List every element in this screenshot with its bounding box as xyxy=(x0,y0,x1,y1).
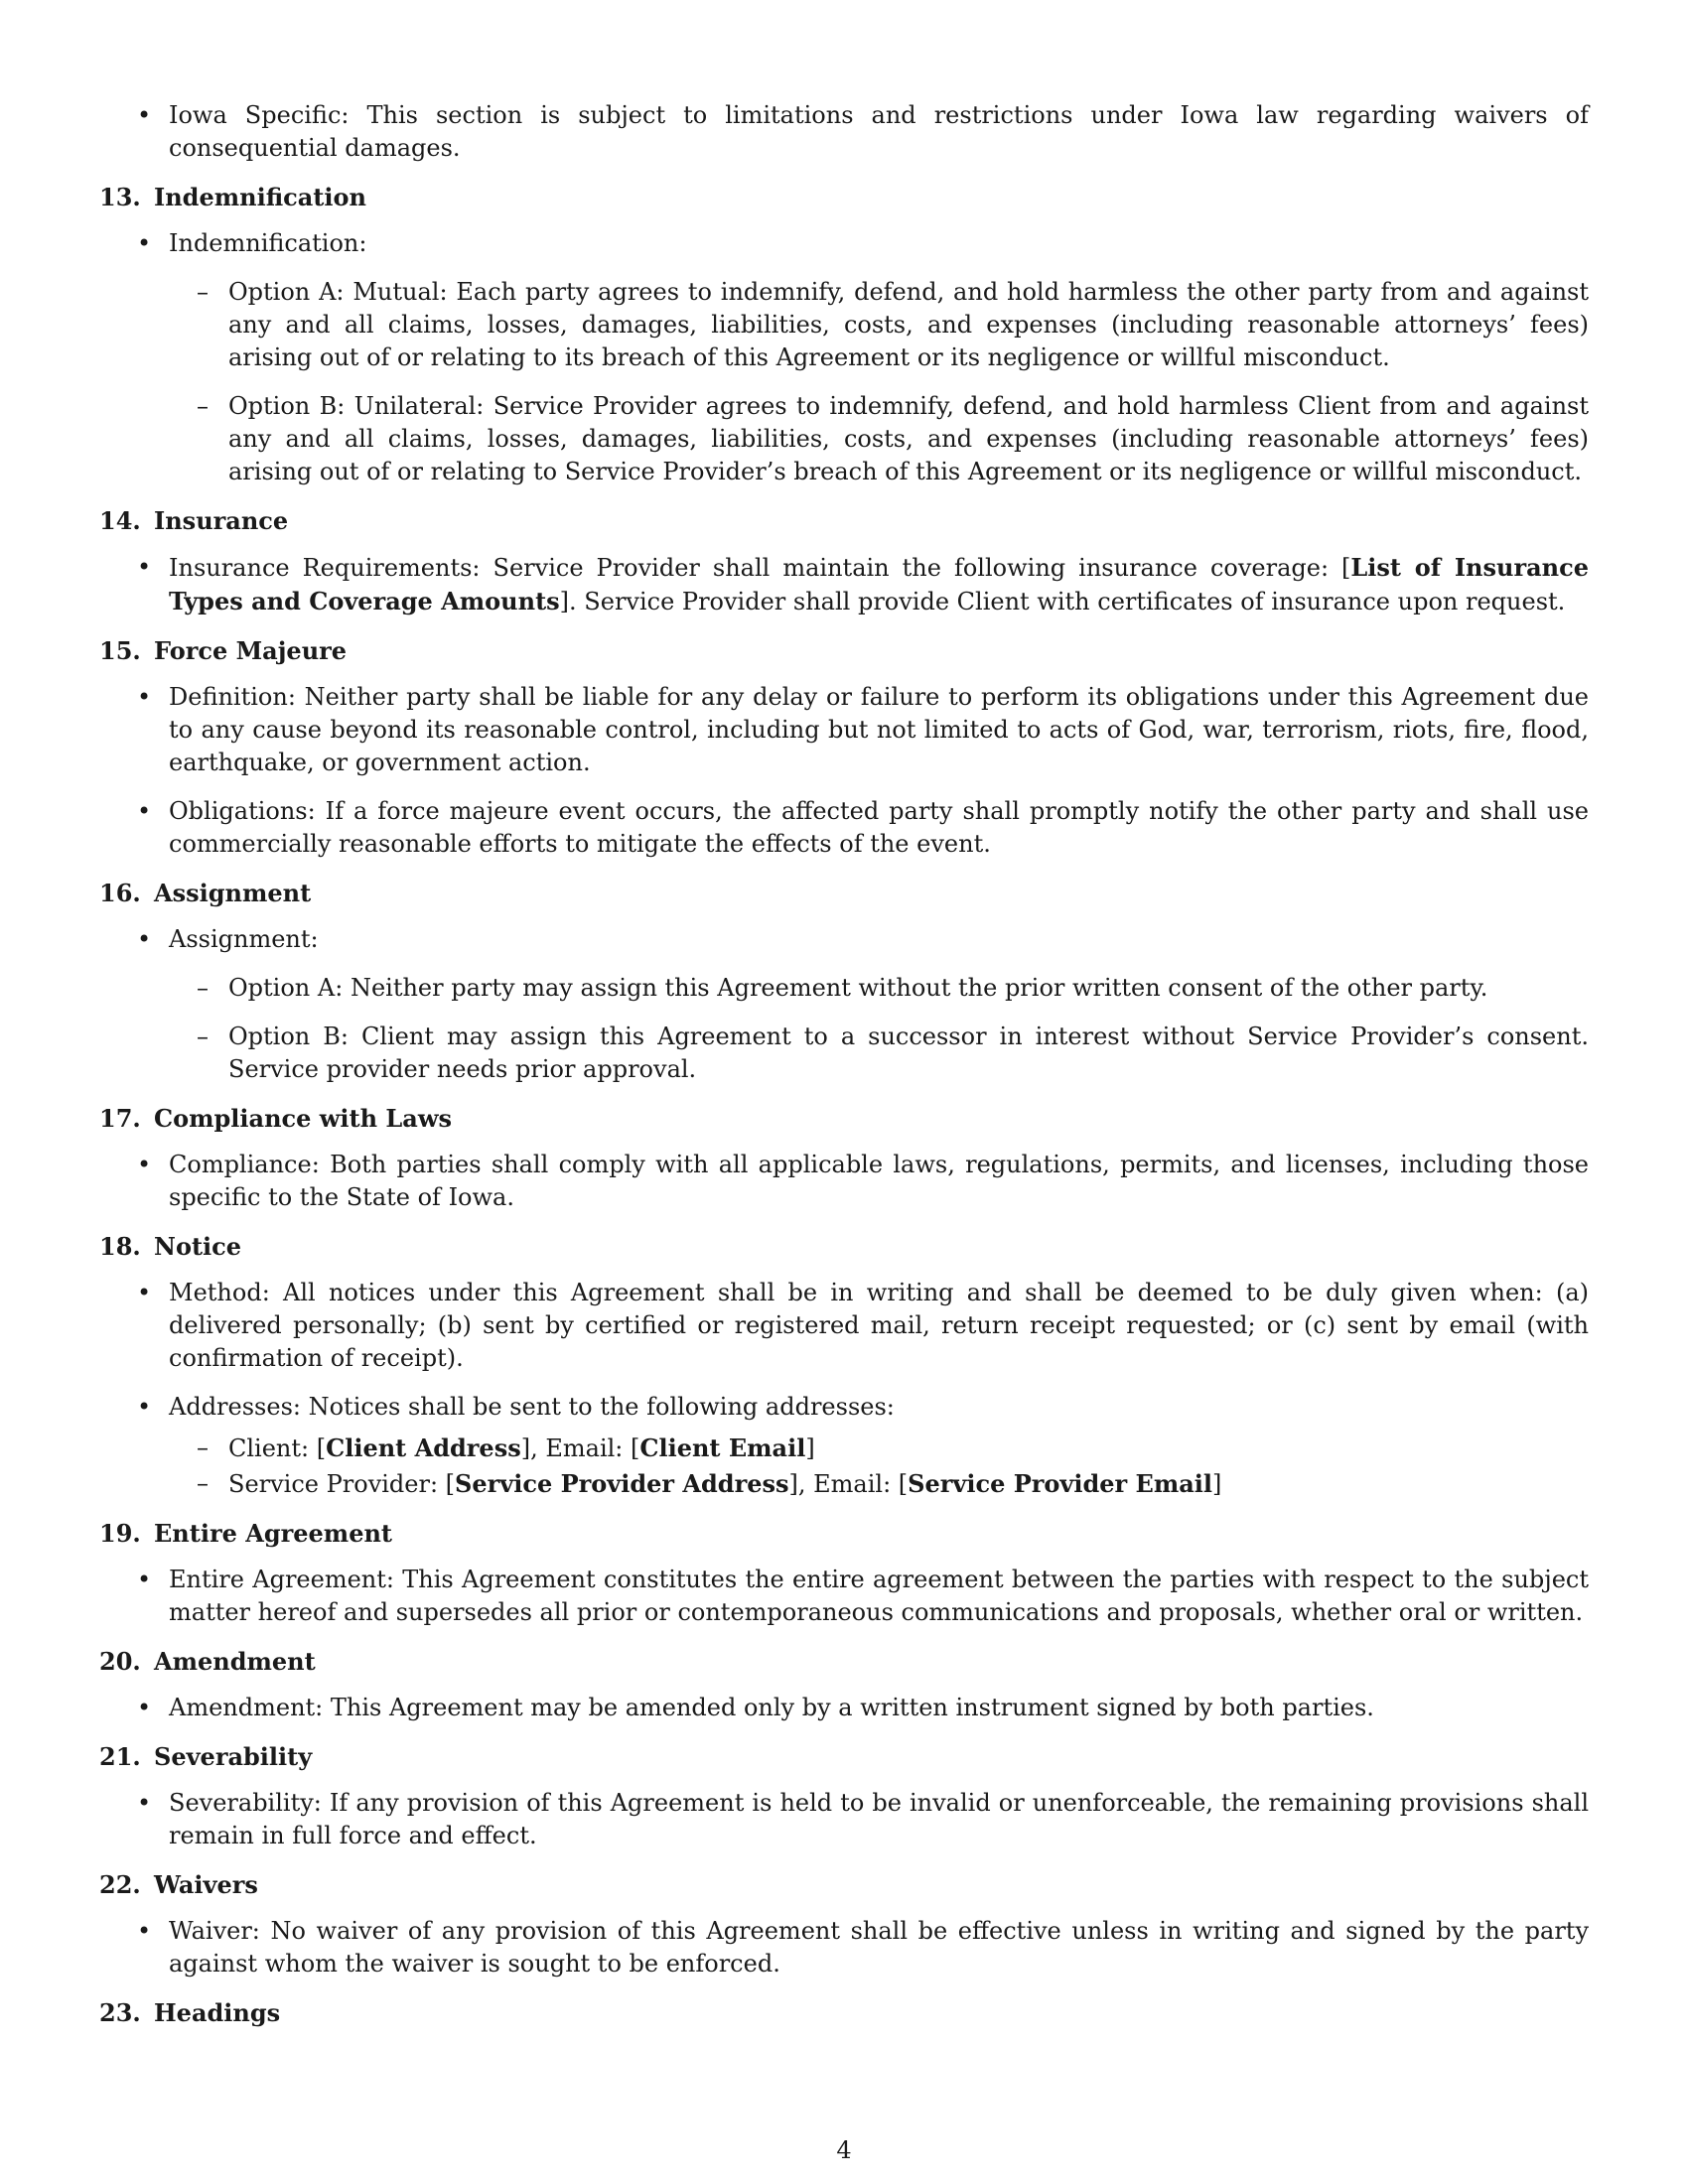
section-title: Waivers xyxy=(154,1870,258,1899)
service-provider-address-item xyxy=(99,1467,1589,1501)
force-majeure-definition-bullet: • Definition: Neither party shall be liable for any delay or failure to perform its obligations under this Agreement due to any cause beyond its reasonable control, including but not limited to acts of God, war, terrorism, riots, fire, flood, earthquake, or government action. xyxy=(99,681,1589,779)
section-number: 19. xyxy=(99,1519,141,1548)
waiver-bullet: • Waiver: No waiver of any provision of this Agreement shall be effective unless in writing and signed by the party against whom the waiver is sought to be enforced. xyxy=(99,1915,1589,1980)
section-title: Amendment xyxy=(154,1647,316,1676)
assignment-option-b: – Option B: Client may assign this Agreement to a successor in interest without Service Provider’s consent. Service provider needs prior approval. xyxy=(99,1021,1589,1086)
iowa-specific-bullet: • Iowa Specific: This section is subject to limitations and restrictions under Iowa law regarding waivers of consequential damages. xyxy=(99,99,1589,165)
severability-bullet: • Severability: If any provision of this Agreement is held to be invalid or unenforceable, the remaining provisions shall remain in full force and effect. xyxy=(99,1787,1589,1852)
section-title: Indemnification xyxy=(154,183,366,211)
section-number: 20. xyxy=(99,1647,141,1676)
section-number: 17. xyxy=(99,1104,141,1133)
section-number: 18. xyxy=(99,1232,141,1261)
notice-address-list xyxy=(99,1432,1589,1501)
client-email-label: ], Email: [ xyxy=(520,1434,640,1462)
section-number: 21. xyxy=(99,1742,141,1771)
insurance-text-post: ]. Service Provider shall provide Client with certificates of insurance upon request. xyxy=(559,588,1566,615)
assignment-option-a: – Option A: Neither party may assign this Agreement without the prior written consent of the other party. xyxy=(99,972,1589,1005)
section-title: Force Majeure xyxy=(154,636,348,665)
indemnification-option-b: – Option B: Unilateral: Service Provider agrees to indemnify, defend, and hold harmless Client from and against any and all claims, losses, damages, liabilities, costs, and expenses (including reasonable attorneys’ fees) arising out of or relating to Service Provider’s breach of this Agreement or its negligence or willful misconduct. xyxy=(99,390,1589,488)
service-provider-email-label: ], Email: [ xyxy=(788,1470,909,1498)
section-title: Headings xyxy=(154,1998,281,2027)
service-provider-close-bracket: ] xyxy=(1212,1470,1222,1498)
section-23-heading xyxy=(99,1996,1589,2029)
section-number: 13. xyxy=(99,183,141,211)
client-close-bracket: ] xyxy=(805,1434,815,1462)
section-22-heading xyxy=(99,1868,1589,1901)
document-body xyxy=(99,99,1589,2043)
insurance-placeholder: List of Insurance Types and Coverage Amounts xyxy=(169,553,1589,615)
section-19-heading xyxy=(99,1517,1589,1550)
section-15-heading xyxy=(99,634,1589,667)
assignment-bullet: • Assignment: xyxy=(99,923,1589,956)
client-address-placeholder: Client Address xyxy=(326,1433,521,1462)
section-number: 16. xyxy=(99,879,141,907)
section-number: 14. xyxy=(99,506,141,535)
section-title: Insurance xyxy=(154,506,289,535)
section-13-heading xyxy=(99,181,1589,213)
compliance-bullet: • Compliance: Both parties shall comply with all applicable laws, regulations, permits, and licenses, including those specific to the State of Iowa. xyxy=(99,1149,1589,1214)
section-title: Entire Agreement xyxy=(154,1519,392,1548)
indemnification-bullet: • Indemnification: xyxy=(99,227,1589,260)
section-title: Notice xyxy=(154,1232,242,1261)
amendment-bullet: • Amendment: This Agreement may be amended only by a written instrument signed by both parties. xyxy=(99,1692,1589,1724)
section-17-heading xyxy=(99,1102,1589,1135)
section-number: 22. xyxy=(99,1870,141,1899)
insurance-text-pre: Insurance Requirements: Service Provider shall maintain the following insurance coverage: [ xyxy=(169,554,1351,582)
section-20-heading xyxy=(99,1645,1589,1678)
section-title: Assignment xyxy=(154,879,312,907)
service-provider-address-placeholder: Service Provider Address xyxy=(455,1469,789,1498)
section-16-heading xyxy=(99,877,1589,909)
client-address-item xyxy=(99,1432,1589,1465)
notice-addresses-bullet: • Addresses: Notices shall be sent to the following addresses: xyxy=(99,1391,1589,1424)
section-title: Compliance with Laws xyxy=(154,1104,453,1133)
indemnification-option-a: – Option A: Mutual: Each party agrees to indemnify, defend, and hold harmless the other party from and against any and all claims, losses, damages, liabilities, costs, and expenses (including reasonable attorneys’ fees) arising out of or relating to its breach of this Agreement or its negligence or willful misconduct. xyxy=(99,276,1589,374)
notice-method-bullet: • Method: All notices under this Agreement shall be in writing and shall be deemed to be duly given when: (a) delivered personally; (b) sent by certified or registered mail, return receipt requested; or (c) sent by email (with confirmation of receipt). xyxy=(99,1277,1589,1375)
insurance-requirements-bullet xyxy=(99,551,1589,618)
page-number: 4 xyxy=(836,2136,852,2164)
service-provider-label: Service Provider: [ xyxy=(228,1470,456,1498)
force-majeure-obligations-bullet: • Obligations: If a force majeure event occurs, the affected party shall promptly notify the other party and shall use commercially reasonable efforts to mitigate the effects of the event. xyxy=(99,795,1589,861)
section-number: 23. xyxy=(99,1998,141,2027)
client-label: Client: [ xyxy=(228,1434,327,1462)
section-title: Severability xyxy=(154,1742,313,1771)
section-21-heading xyxy=(99,1740,1589,1773)
service-provider-email-placeholder: Service Provider Email xyxy=(908,1469,1213,1498)
section-14-heading xyxy=(99,504,1589,537)
entire-agreement-bullet: • Entire Agreement: This Agreement constitutes the entire agreement between the parties with respect to the subject matter hereof and supersedes all prior or contemporaneous communications and proposals, whether oral or written. xyxy=(99,1564,1589,1629)
section-18-heading xyxy=(99,1230,1589,1263)
client-email-placeholder: Client Email xyxy=(639,1433,806,1462)
section-number: 15. xyxy=(99,636,141,665)
